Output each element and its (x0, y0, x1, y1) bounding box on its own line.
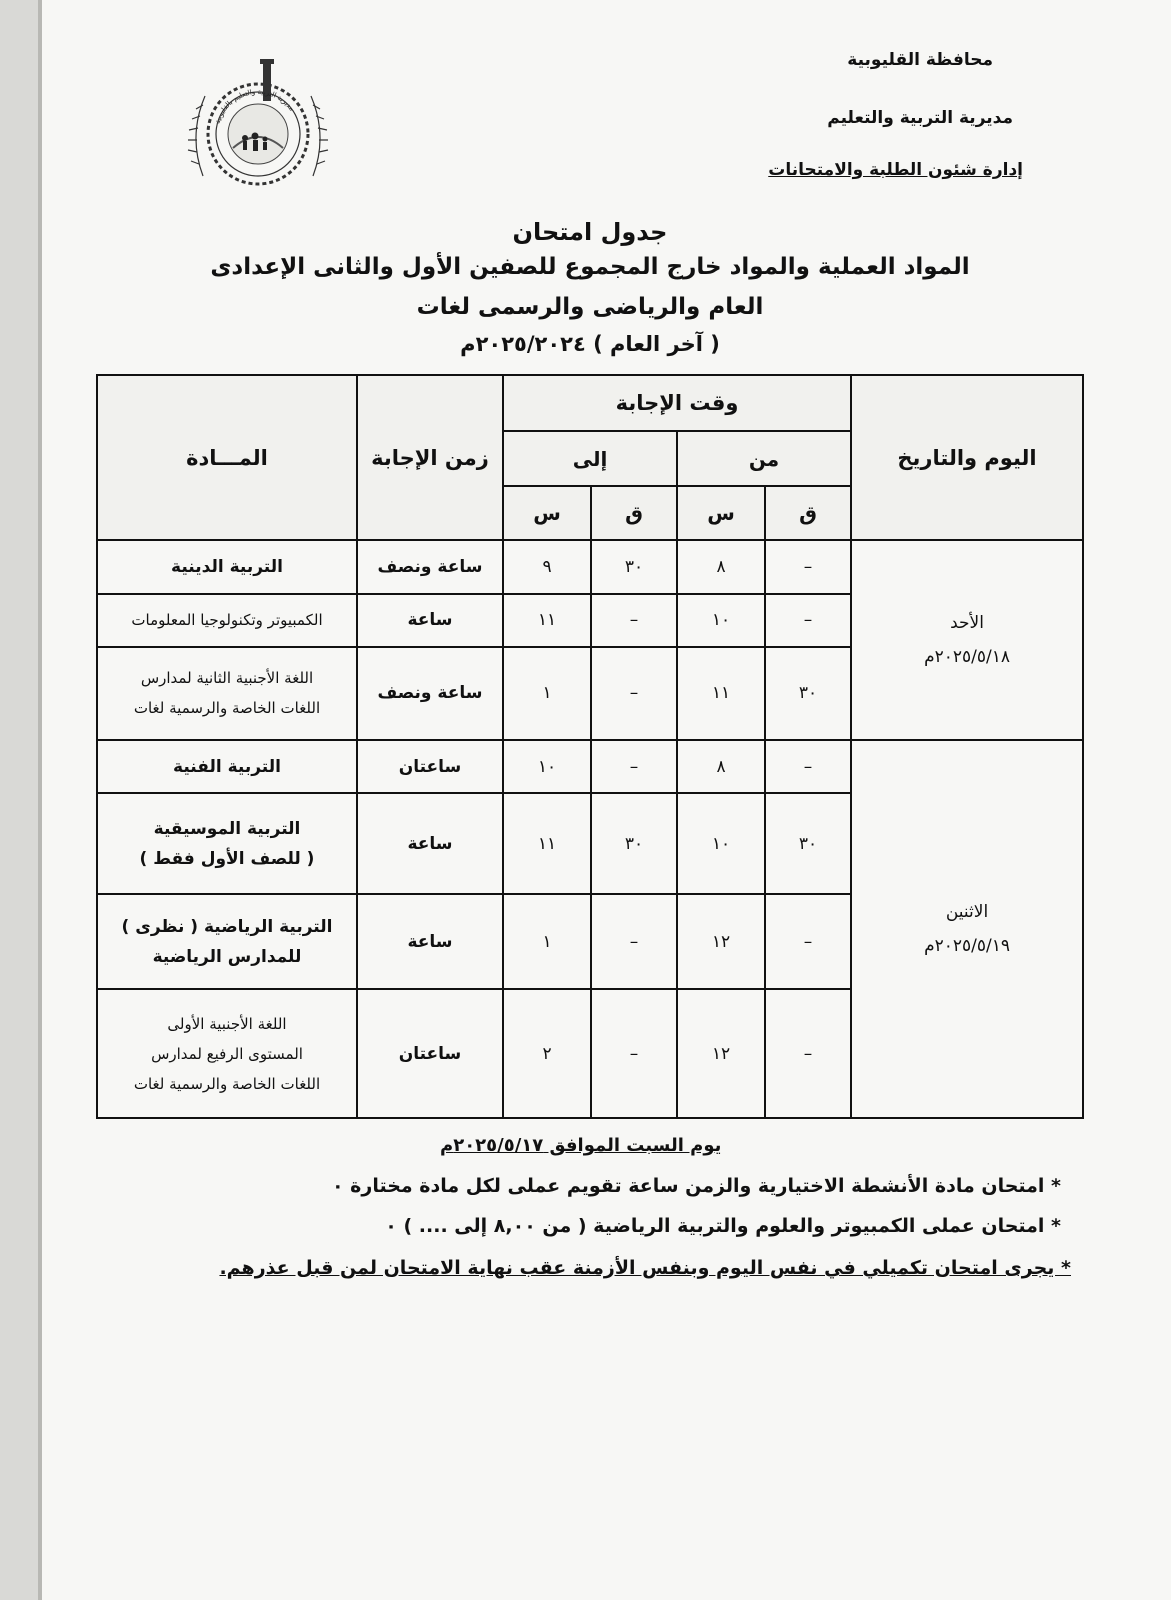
header-to: إلى (503, 431, 677, 486)
note-activities: * امتحان مادة الأنشطة الاختيارية والزمن ساعة تقويم عملى لكل مادة مختارة ٠ (331, 1175, 1061, 1197)
exam-date: ٢٠٢٥/٥/١٩م (924, 935, 1010, 956)
from-hour-cell: ١٠ (677, 594, 765, 648)
subject-line: التربية الموسيقية (153, 818, 301, 839)
title-line-1: جدول امتحان (512, 218, 668, 246)
day-date-cell (851, 740, 1083, 1118)
day-name: الأحد (950, 612, 984, 633)
from-hour-cell: ٨ (677, 740, 765, 794)
subject-line: التربية الرياضية ( نظرى ) (121, 916, 333, 937)
note-practical: * امتحان عملى الكمبيوتر والعلوم والتربية الرياضية ( من ٨,٠٠ إلى .... ) ٠ (385, 1215, 1061, 1237)
from-minute-cell: – (765, 894, 851, 989)
table-row (97, 740, 1083, 794)
to-hour-cell: ٩ (503, 540, 591, 594)
from-hour-cell: ١١ (677, 647, 765, 740)
header-to-minute: ق (591, 486, 677, 540)
from-minute-cell: – (765, 989, 851, 1118)
saturday-date-note: يوم السبت الموافق ٢٠٢٥/٥/١٧م (440, 1135, 722, 1156)
header-from-hour: س (677, 486, 765, 540)
header-day-date: اليوم والتاريخ (851, 375, 1083, 540)
subject-cell (97, 647, 357, 740)
from-minute-cell: – (765, 740, 851, 794)
duration-cell: ساعة (357, 894, 503, 989)
header-duration: زمن الإجابة (357, 375, 503, 540)
scan-edge-line (38, 0, 42, 1600)
header-to-hour: س (503, 486, 591, 540)
subject-line: ( للصف الأول فقط ) (139, 848, 315, 869)
exam-date: ٢٠٢٥/٥/١٨م (924, 646, 1010, 667)
subject-cell (97, 793, 357, 894)
subject-cell (97, 594, 357, 648)
header-from-minute: ق (765, 486, 851, 540)
from-hour-cell: ١٢ (677, 894, 765, 989)
duration-cell: ساعة ونصف (357, 540, 503, 594)
to-hour-cell: ١١ (503, 594, 591, 648)
to-hour-cell: ١ (503, 894, 591, 989)
from-hour-cell: ٨ (677, 540, 765, 594)
subject-line: الكمبيوتر وتكنولوجيا المعلومات (131, 611, 323, 630)
from-hour-cell: ١٢ (677, 989, 765, 1118)
scan-edge (0, 0, 38, 1600)
governorate-name: محافظة القليوبية (847, 50, 993, 70)
note-makeup-exam: * يجرى امتحان تكميلي في نفس اليوم وبنفس الأزمنة عقب نهاية الامتحان لمن قبل عذرهم. (219, 1257, 1071, 1279)
title-line-2: المواد العملية والمواد خارج المجموع للصفين الأول والثانى الإعدادى (210, 254, 970, 280)
from-hour-cell: ١٠ (677, 793, 765, 894)
to-minute-cell: – (591, 989, 677, 1118)
to-hour-cell: ٢ (503, 989, 591, 1118)
subject-line: المستوى الرفيع لمدارس (151, 1044, 303, 1063)
subject-line: اللغات الخاصة والرسمية لغات (133, 1074, 321, 1093)
duration-cell: ساعتان (357, 740, 503, 794)
duration-cell: ساعة ونصف (357, 647, 503, 740)
to-hour-cell: ١١ (503, 793, 591, 894)
header-answer-time: وقت الإجابة (503, 375, 851, 431)
department-name: إدارة شئون الطلبة والامتحانات (768, 160, 1023, 180)
day-name: الاثنين (945, 901, 989, 922)
to-minute-cell: ٣٠ (591, 540, 677, 594)
from-minute-cell: ٣٠ (765, 647, 851, 740)
header-from: من (677, 431, 851, 486)
header-subject: المـــادة (97, 375, 357, 540)
subject-line: للمدارس الرياضية (152, 946, 302, 967)
duration-cell: ساعة (357, 594, 503, 648)
to-minute-cell: – (591, 647, 677, 740)
subject-line: اللغة الأجنبية الأولى (167, 1014, 287, 1033)
seal-text: مديرية التربية والتعليم بالقليوبية (213, 87, 296, 125)
subject-cell (97, 540, 357, 594)
to-hour-cell: ١ (503, 647, 591, 740)
subject-line: التربية الفنية (173, 756, 281, 777)
to-hour-cell: ١٠ (503, 740, 591, 794)
duration-cell: ساعتان (357, 989, 503, 1118)
to-minute-cell: ٣٠ (591, 793, 677, 894)
exam-schedule-table (96, 374, 1084, 1119)
title-line-3: العام والرياضى والرسمى لغات (416, 294, 764, 320)
directorate-seal-logo (183, 56, 333, 196)
subject-cell (97, 989, 357, 1118)
subject-cell (97, 740, 357, 794)
table-row (97, 540, 1083, 594)
subject-line: اللغة الأجنبية الثانية لمدارس (140, 669, 314, 688)
from-minute-cell: ٣٠ (765, 793, 851, 894)
to-minute-cell: – (591, 740, 677, 794)
subject-cell (97, 894, 357, 989)
day-date-cell (851, 540, 1083, 740)
directorate-name: مديرية التربية والتعليم (827, 108, 1013, 128)
duration-cell: ساعة (357, 793, 503, 894)
schedule-body (97, 540, 1083, 1118)
title-line-4: ( آخر العام ) ٢٠٢٥/٢٠٢٤م (460, 332, 720, 356)
subject-line: التربية الدينية (171, 556, 283, 577)
subject-line: اللغات الخاصة والرسمية لغات (133, 699, 321, 718)
to-minute-cell: – (591, 594, 677, 648)
from-minute-cell: – (765, 594, 851, 648)
to-minute-cell: – (591, 894, 677, 989)
from-minute-cell: – (765, 540, 851, 594)
